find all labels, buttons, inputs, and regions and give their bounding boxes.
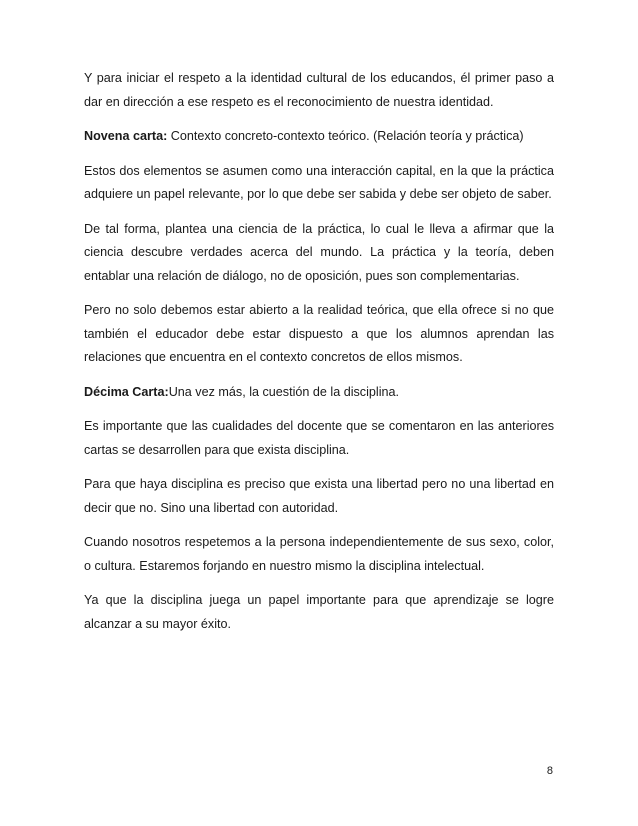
paragraph-text: Ya que la disciplina juega un papel importante para que aprendizaje se logre alcanzar a su mayor éxito. <box>84 593 554 631</box>
paragraph-respeto-persona <box>84 531 554 578</box>
section-heading-novena-carta: Novena carta: <box>84 129 168 143</box>
paragraph-text: Y para iniciar el respeto a la identidad cultural de los educandos, él primer paso a dar en dirección a ese respeto es el reconocimiento de nuestra identidad. <box>84 71 554 109</box>
paragraph-identidad <box>84 67 554 114</box>
paragraph-cualidades-docente <box>84 415 554 462</box>
paragraph-text: De tal forma, plantea una ciencia de la práctica, lo cual le lleva a afirmar que la ciencia descubre verdades acerca del mundo. La práctica y la teoría, deben entablar una relación de diálogo, no de oposición, pues son complementarias. <box>84 221 554 283</box>
paragraph-text: Una vez más, la cuestión de la disciplina. <box>168 384 400 399</box>
paragraph-text: Estos dos elementos se asumen como una interacción capital, en la que la práctica adquiere un papel relevante, por lo que debe ser sabida y debe ser objeto de saber. <box>84 163 554 201</box>
paragraph-text: Es importante que las cualidades del docente que se comentaron en las anteriores cartas se desarrollen para que exista disciplina. <box>84 419 554 457</box>
paragraph-novena-carta <box>84 125 554 149</box>
paragraph-text: Cuando nosotros respetemos a la persona independientemente de sus sexo, color, o cultura. Estaremos forjando en nuestro mismo la disciplina intelectual. <box>84 535 554 573</box>
paragraph-ciencia-practica <box>84 218 554 289</box>
paragraph-text: Para que haya disciplina es preciso que exista una libertad pero no una libertad en decir que no. Sino una libertad con autoridad. <box>84 477 554 515</box>
paragraph-text: Contexto concreto-contexto teórico. (Relación teoría y práctica) <box>167 129 524 143</box>
paragraph-realidad-teorica <box>84 299 554 370</box>
page-number: 8 <box>546 765 553 777</box>
paragraph-aprendizaje <box>84 589 554 636</box>
paragraph-text: Pero no solo debemos estar abierto a la realidad teórica, que ella ofrece si no que también el educador debe estar dispuesto a que los alumnos aprendan las relaciones que encuentra en el contexto concretos de ellos mismos. <box>84 303 554 364</box>
paragraph-elementos <box>84 160 554 207</box>
section-heading-decima-carta: Décima Carta: <box>84 384 169 399</box>
paragraph-decima-carta <box>84 381 554 405</box>
document-body <box>84 67 554 647</box>
paragraph-libertad <box>84 473 554 520</box>
